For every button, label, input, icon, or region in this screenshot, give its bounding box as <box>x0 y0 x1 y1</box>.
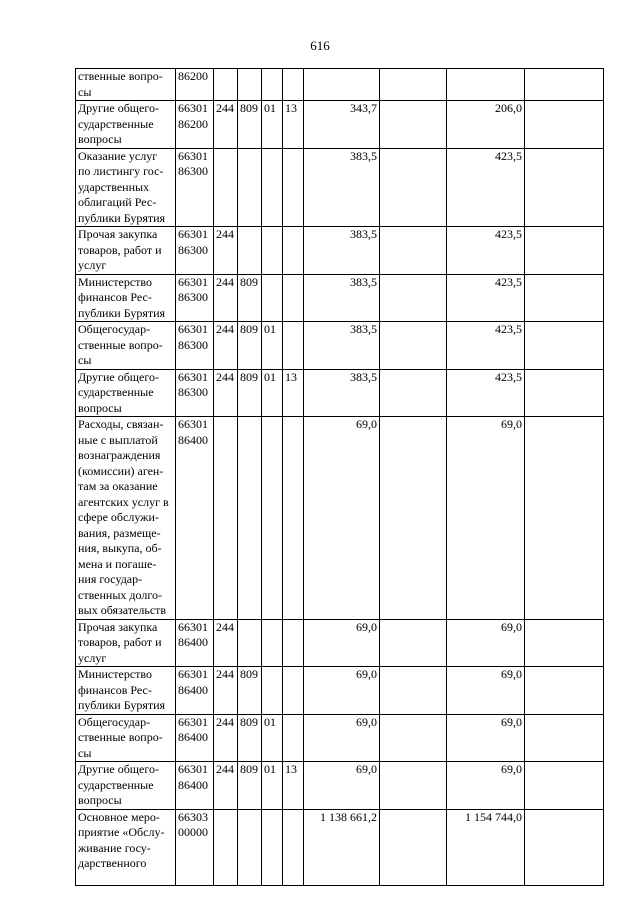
row-target-code-cell: 66301 86300 <box>176 274 214 322</box>
row-amount-1-cell: 383,5 <box>304 148 380 227</box>
row-empty-cell-1 <box>380 69 447 101</box>
row-amount-1-cell: 69,0 <box>304 417 380 620</box>
row-section-cell <box>262 417 283 620</box>
row-amount-1-cell: 1 138 661,2 <box>304 809 380 885</box>
row-name-cell: Оказание услуг по листингу гос- ударственных облигаций Рес- публики Бурятия <box>76 148 176 227</box>
row-subsection-cell <box>283 69 304 101</box>
row-amount-2-cell: 1 154 744,0 <box>447 809 525 885</box>
row-subsection-cell <box>283 227 304 275</box>
row-ministry-code-cell: 809 <box>238 762 262 810</box>
row-section-cell <box>262 274 283 322</box>
row-empty-cell-2 <box>525 101 604 149</box>
row-target-code-cell: 66301 86400 <box>176 667 214 715</box>
row-ministry-code-cell: 809 <box>238 322 262 370</box>
row-empty-cell-1 <box>380 714 447 762</box>
row-amount-2-cell: 69,0 <box>447 619 525 667</box>
row-ministry-code-cell <box>238 619 262 667</box>
row-target-code-cell: 66301 86400 <box>176 762 214 810</box>
row-empty-cell-1 <box>380 322 447 370</box>
row-amount-1-cell: 383,5 <box>304 227 380 275</box>
row-subsection-cell <box>283 667 304 715</box>
row-target-code-cell: 66301 86200 <box>176 101 214 149</box>
row-subsection-cell <box>283 322 304 370</box>
row-target-code-cell: 66301 86300 <box>176 322 214 370</box>
table-row <box>76 101 604 149</box>
table-row <box>76 322 604 370</box>
row-subsection-cell <box>283 148 304 227</box>
row-ministry-code-cell <box>238 809 262 885</box>
row-expense-type-cell: 244 <box>214 322 238 370</box>
row-section-cell <box>262 619 283 667</box>
table-row <box>76 274 604 322</box>
row-empty-cell-1 <box>380 148 447 227</box>
row-target-code-cell: 66301 86400 <box>176 714 214 762</box>
table-row <box>76 809 604 885</box>
table-row <box>76 762 604 810</box>
row-section-cell: 01 <box>262 762 283 810</box>
table-row <box>76 369 604 417</box>
table-row <box>76 69 604 101</box>
row-empty-cell-1 <box>380 369 447 417</box>
budget-table <box>75 68 604 886</box>
row-name-cell: Другие общего- сударственные вопросы <box>76 369 176 417</box>
row-amount-2-cell: 423,5 <box>447 322 525 370</box>
row-empty-cell-2 <box>525 417 604 620</box>
row-target-code-cell: 66301 86400 <box>176 619 214 667</box>
row-amount-2-cell: 423,5 <box>447 227 525 275</box>
row-amount-1-cell: 69,0 <box>304 714 380 762</box>
page-number: 616 <box>310 38 330 53</box>
table-row <box>76 619 604 667</box>
table-row <box>76 417 604 620</box>
row-section-cell: 01 <box>262 714 283 762</box>
row-target-code-cell: 66301 86300 <box>176 369 214 417</box>
row-name-cell: Министерство финансов Рес- публики Бурятия <box>76 274 176 322</box>
row-expense-type-cell <box>214 417 238 620</box>
row-name-cell: Министерство финансов Рес- публики Бурятия <box>76 667 176 715</box>
row-ministry-code-cell <box>238 227 262 275</box>
row-subsection-cell: 13 <box>283 762 304 810</box>
row-amount-2-cell: 69,0 <box>447 667 525 715</box>
row-amount-2-cell <box>447 69 525 101</box>
row-expense-type-cell: 244 <box>214 369 238 417</box>
row-subsection-cell <box>283 714 304 762</box>
row-subsection-cell <box>283 274 304 322</box>
row-empty-cell-2 <box>525 322 604 370</box>
row-amount-1-cell: 343,7 <box>304 101 380 149</box>
row-amount-1-cell <box>304 69 380 101</box>
row-empty-cell-2 <box>525 274 604 322</box>
row-empty-cell-1 <box>380 274 447 322</box>
row-empty-cell-2 <box>525 619 604 667</box>
row-amount-1-cell: 69,0 <box>304 667 380 715</box>
row-name-cell: Прочая закупка товаров, работ и услуг <box>76 619 176 667</box>
table-row <box>76 148 604 227</box>
row-name-cell: Другие общего- сударственные вопросы <box>76 762 176 810</box>
row-expense-type-cell: 244 <box>214 274 238 322</box>
row-amount-2-cell: 423,5 <box>447 369 525 417</box>
row-subsection-cell <box>283 809 304 885</box>
row-expense-type-cell: 244 <box>214 101 238 149</box>
row-amount-2-cell: 206,0 <box>447 101 525 149</box>
row-empty-cell-1 <box>380 619 447 667</box>
row-expense-type-cell: 244 <box>214 714 238 762</box>
row-amount-2-cell: 69,0 <box>447 762 525 810</box>
row-amount-1-cell: 383,5 <box>304 322 380 370</box>
row-amount-2-cell: 423,5 <box>447 148 525 227</box>
row-empty-cell-2 <box>525 227 604 275</box>
row-expense-type-cell <box>214 148 238 227</box>
row-name-cell: Общегосудар- ственные вопро- сы <box>76 322 176 370</box>
row-name-cell: Расходы, связан- ные с выплатой вознаграждения (комиссии) аген- там за оказание агентских услуг в сфере обслужи- вания, размеще- ния, выкупа, об- мена и погаше- ния государ- ственных долго- вых обязательств <box>76 417 176 620</box>
row-ministry-code-cell <box>238 148 262 227</box>
row-empty-cell-2 <box>525 369 604 417</box>
row-section-cell: 01 <box>262 322 283 370</box>
row-expense-type-cell: 244 <box>214 619 238 667</box>
row-empty-cell-2 <box>525 714 604 762</box>
row-ministry-code-cell <box>238 69 262 101</box>
row-empty-cell-1 <box>380 667 447 715</box>
row-target-code-cell: 66303 00000 <box>176 809 214 885</box>
row-amount-1-cell: 383,5 <box>304 274 380 322</box>
row-name-cell: ственные вопро- сы <box>76 69 176 101</box>
row-amount-1-cell: 69,0 <box>304 762 380 810</box>
table-row <box>76 667 604 715</box>
row-name-cell: Общегосудар- ственные вопро- сы <box>76 714 176 762</box>
row-section-cell: 01 <box>262 369 283 417</box>
row-empty-cell-1 <box>380 227 447 275</box>
row-target-code-cell: 86200 <box>176 69 214 101</box>
row-empty-cell-2 <box>525 762 604 810</box>
row-section-cell <box>262 809 283 885</box>
row-expense-type-cell: 244 <box>214 762 238 810</box>
row-expense-type-cell <box>214 809 238 885</box>
row-empty-cell-2 <box>525 809 604 885</box>
row-subsection-cell: 13 <box>283 101 304 149</box>
row-target-code-cell: 66301 86400 <box>176 417 214 620</box>
row-amount-1-cell: 69,0 <box>304 619 380 667</box>
row-ministry-code-cell <box>238 417 262 620</box>
row-ministry-code-cell: 809 <box>238 101 262 149</box>
row-name-cell: Основное меро- приятие «Обслу- живание госу- дарственного <box>76 809 176 885</box>
row-ministry-code-cell: 809 <box>238 274 262 322</box>
row-amount-1-cell: 383,5 <box>304 369 380 417</box>
row-empty-cell-2 <box>525 69 604 101</box>
row-target-code-cell: 66301 86300 <box>176 227 214 275</box>
table-body <box>76 69 604 886</box>
row-empty-cell-1 <box>380 809 447 885</box>
row-section-cell: 01 <box>262 101 283 149</box>
row-subsection-cell: 13 <box>283 369 304 417</box>
row-section-cell <box>262 69 283 101</box>
row-subsection-cell <box>283 619 304 667</box>
row-section-cell <box>262 227 283 275</box>
row-expense-type-cell <box>214 69 238 101</box>
row-empty-cell-1 <box>380 762 447 810</box>
row-ministry-code-cell: 809 <box>238 714 262 762</box>
row-amount-2-cell: 69,0 <box>447 417 525 620</box>
row-amount-2-cell: 69,0 <box>447 714 525 762</box>
row-subsection-cell <box>283 417 304 620</box>
row-section-cell <box>262 667 283 715</box>
row-section-cell <box>262 148 283 227</box>
row-amount-2-cell: 423,5 <box>447 274 525 322</box>
table-row <box>76 714 604 762</box>
row-empty-cell-1 <box>380 417 447 620</box>
row-empty-cell-2 <box>525 667 604 715</box>
row-ministry-code-cell: 809 <box>238 369 262 417</box>
row-empty-cell-2 <box>525 148 604 227</box>
row-ministry-code-cell: 809 <box>238 667 262 715</box>
row-expense-type-cell: 244 <box>214 667 238 715</box>
row-expense-type-cell: 244 <box>214 227 238 275</box>
table-row <box>76 227 604 275</box>
row-empty-cell-1 <box>380 101 447 149</box>
row-name-cell: Прочая закупка товаров, работ и услуг <box>76 227 176 275</box>
row-name-cell: Другие общего- сударственные вопросы <box>76 101 176 149</box>
row-target-code-cell: 66301 86300 <box>176 148 214 227</box>
